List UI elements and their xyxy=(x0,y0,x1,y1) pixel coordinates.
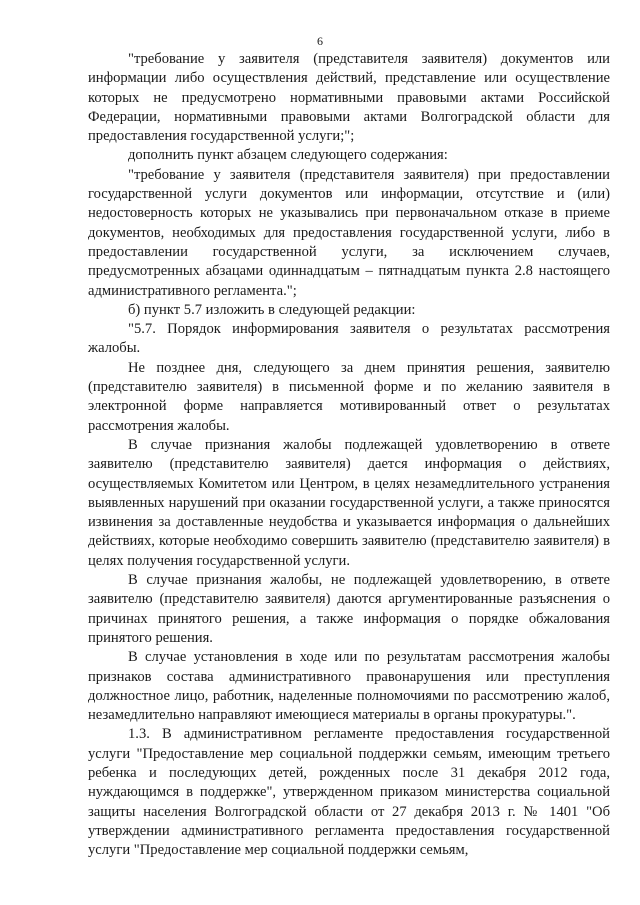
document-body xyxy=(88,50,610,860)
paragraph-3: "требование у заявителя (представителя заявителя) при предоставлении государственной услуги документов или информации, отсутствие и (или) недостоверность которых не указывались при первоначальном отказе в приеме документов, необходимых для предоставления государственной услуги, либо в предоставлении государственной услуги, за исключением случаев, предусмотренных абзацами одиннадцатым – пятнадцатым пункта 2.8 настоящего административного регламента."; xyxy=(88,166,610,299)
paragraph-7: В случае признания жалобы подлежащей удовлетворению в ответе заявителю (представителю заявителя) дается информация о действиях, осуществляемых Комитетом или Центром, в целях незамедлительного устранения выявленных нарушений при оказании государственной услуги, а также приносятся извинения за доставленные неудобства и указывается информация о дальнейших действиях, которые необходимо совершить заявителю (представителю заявителя) в целях получения государственной услуги. xyxy=(88,436,610,569)
page-number: 6 xyxy=(317,34,323,48)
paragraph-1: "требование у заявителя (представителя заявителя) документов или информации либо осуществления действий, представление или осуществление которых не предусмотрено нормативными правовыми актами Российской Федерации, нормативными правовыми актами Волгоградской области для предоставления государственной услуги;"; xyxy=(88,51,610,145)
paragraph-6: Не позднее дня, следующего за днем принятия решения, заявителю (представителю заявителя) в письменной форме и по желанию заявителя в электронной форме направляется мотивированный ответ о результатах рассмотрения жалобы. xyxy=(88,359,610,434)
paragraph-10: 1.3. В административном регламенте предоставления государственной услуги "Предоставление мер социальной поддержки семьям, имеющим третьего ребенка и последующих детей, рожденных после 31 декабря 2012 года, нуждающимся в поддержке", утвержденном приказом министерства социальной защиты населения Волгоградской области от 27 декабря 2013 г. № 1401 "Об утверждении административного регламента предоставления государственной услуги "Предоставление мер социальной поддержки семьям, xyxy=(88,726,610,859)
paragraph-8: В случае признания жалобы, не подлежащей удовлетворению, в ответе заявителю (представителю заявителя) даются аргументированные разъяснения о причинах принятого решения, а также информация о порядке обжалования принятого решения. xyxy=(88,572,610,646)
paragraph-2: дополнить пункт абзацем следующего содержания: xyxy=(128,147,448,164)
paragraph-9: В случае установления в ходе или по результатам рассмотрения жалобы признаков состава административного правонарушения или преступления должностное лицо, работник, наделенные полномочиями по рассмотрению жалоб, незамедлительно направляют имеющиеся материалы в органы прокуратуры.". xyxy=(88,649,610,724)
paragraph-4: б) пункт 5.7 изложить в следующей редакции: xyxy=(128,301,416,318)
paragraph-5: "5.7. Порядок информирования заявителя о результатах рассмотрения жалобы. xyxy=(88,321,610,357)
